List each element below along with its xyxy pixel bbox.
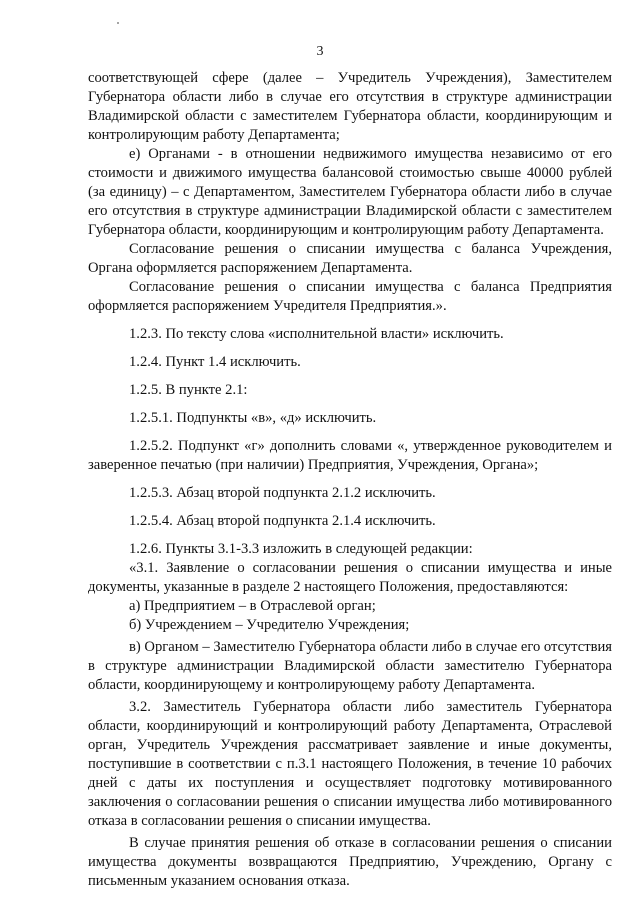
paragraph: 1.2.3. По тексту слова «исполнительной власти» исключить. xyxy=(129,326,504,342)
paragraph: Согласование решения о списании имущества с баланса Предприятия оформляется распоряжением Учредителя Предприятия.». xyxy=(88,279,612,314)
paragraph: 1.2.5.2. Подпункт «г» дополнить словами «, утвержденное руководителем и заверенное печатью (при наличии) Предприятия, Учреждения, Органа»; xyxy=(88,438,612,473)
scan-speck xyxy=(117,22,119,24)
paragraph: а) Предприятием – в Отраслевой орган; xyxy=(129,598,376,614)
paragraph: 1.2.5. В пункте 2.1: xyxy=(129,382,248,398)
paragraph: Согласование решения о списании имущества с баланса Учреждения, Органа оформляется распоряжением Департамента. xyxy=(88,241,612,276)
paragraph: 1.2.5.1. Подпункты «в», «д» исключить. xyxy=(129,410,377,426)
paragraph: В случае принятия решения об отказе в согласовании решения о списании имущества документы возвращаются Предприятию, Учреждению, Органу с письменным указанием основания отказа. xyxy=(88,835,612,889)
paragraph: 1.2.6. Пункты 3.1-3.3 изложить в следующей редакции: xyxy=(129,541,473,557)
paragraph: соответствующей сфере (далее – Учредитель Учреждения), Заместителем Губернатора области либо в случае его отсутствия в структуре администрации Владимирской области с заместителем Губернатора области, координирующим и контролирующим работу Департамента; xyxy=(88,70,612,143)
paragraph: 1.2.5.3. Абзац второй подпункта 2.1.2 исключить. xyxy=(129,485,436,501)
document-body xyxy=(88,69,612,891)
paragraph: е) Органами - в отношении недвижимого имущества независимо от его стоимости и движимого имущества балансовой стоимостью свыше 40000 рублей (за единицу) – с Департаментом, Заместителем Губернатора области либо в случае его отсутствия в структуре администрации Владимирской области с заместителем Губернатора области, координирующим и контролирующим работу Департамента. xyxy=(88,146,612,238)
paragraph: б) Учреждением – Учредителю Учреждения; xyxy=(129,617,410,633)
page-number: 3 xyxy=(316,44,324,59)
paragraph: в) Органом – Заместителю Губернатора области либо в случае его отсутствия в структуре администрации Владимирской области заместителю Губернатора области, координирующему и контролирующему работу Департамента. xyxy=(88,639,612,693)
paragraph: «3.1. Заявление о согласовании решения о списании имущества и иные документы, указанные в разделе 2 настоящего Положения, предоставляются: xyxy=(88,560,612,595)
paragraph: 3.2. Заместитель Губернатора области либо заместитель Губернатора области, координирующий и контролирующий работу Департамента, Отраслевой орган, Учредитель Учреждения рассматривает заявление и иные документы, поступившие в соответствии с п.3.1 настоящего Положения, в течение 10 рабочих дней с даты их поступления и осуществляет подготовку мотивированного заключения о согласовании решения о списании имущества либо мотивированного отказа в согласовании решения о списании имущества. xyxy=(88,699,612,829)
paragraph: 1.2.5.4. Абзац второй подпункта 2.1.4 исключить. xyxy=(129,513,436,529)
paragraph: 1.2.4. Пункт 1.4 исключить. xyxy=(129,354,301,370)
